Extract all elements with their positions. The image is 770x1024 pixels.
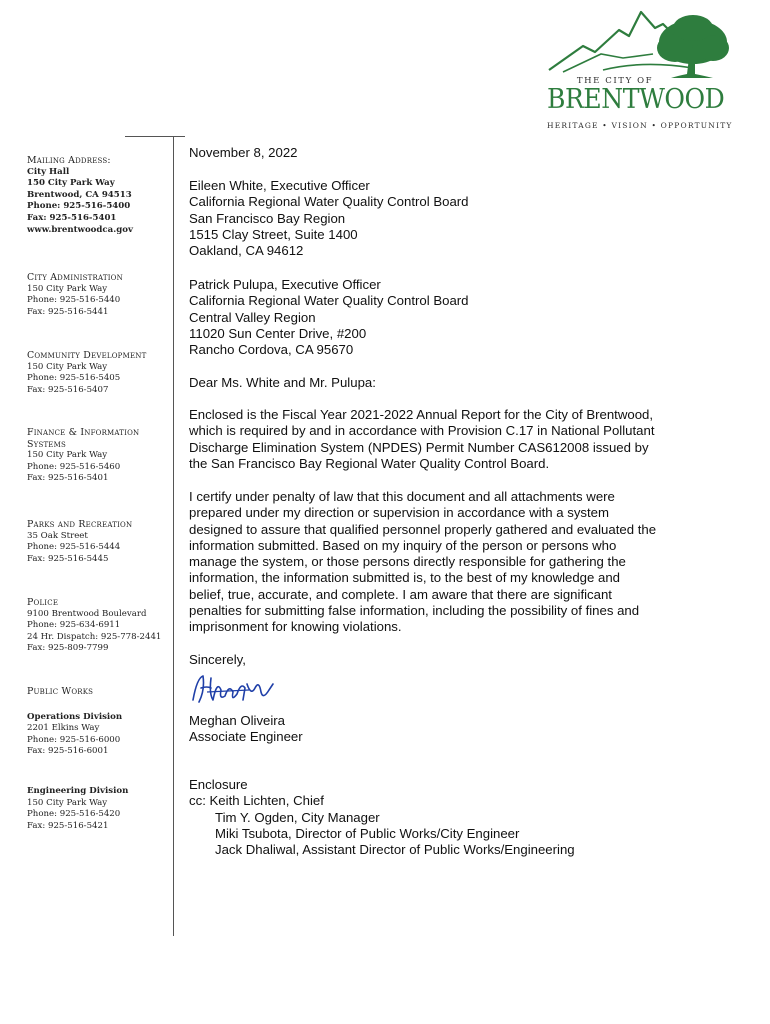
dispatch-line: 24 Hr. Dispatch: 925-778-2441 (27, 631, 162, 642)
recipient-line: 1515 Clay Street, Suite 1400 (189, 226, 358, 242)
recipient-address-1 (189, 178, 682, 259)
phone-line: Phone: 925-516-5420 (27, 809, 121, 820)
fax-line: Fax: 925-516-5441 (27, 306, 109, 317)
section-heading: Police (27, 597, 59, 608)
address-line: 150 City Park Way (27, 361, 108, 372)
section-heading: Public Works (27, 686, 94, 697)
cc-line: Jack Dhaliwal, Assistant Director of Public Works/Engineering (215, 842, 575, 858)
website-line: www.brentwoodca.gov (27, 224, 133, 235)
signature-image (189, 670, 279, 708)
closing: Sincerely, (189, 652, 246, 667)
paragraph-1: Enclosed is the Fiscal Year 2021-2022 Annual Report for the City of Brentwood, which is required by and in accordance with Provision C.17 in National Pollutant Discharge Elimination System (NPDES) Permit Number CAS612008 issued by the San Francisco Bay Regional Water Quality Control Board. (189, 407, 655, 471)
section-heading: Community Development (27, 350, 147, 361)
cc-line: cc: Keith Lichten, Chief (189, 793, 324, 809)
enclosure-cc-block (189, 777, 682, 858)
fax-line: Fax: 925-516-6001 (27, 746, 109, 757)
section-heading: Finance & Information Systems (27, 427, 140, 450)
recipient-line: Eileen White, Executive Officer (189, 178, 370, 193)
signer-block (189, 713, 682, 746)
recipient-line: 11020 Sun Center Drive, #200 (189, 325, 367, 341)
community-development-block (27, 350, 172, 396)
enclosure-label: Enclosure (189, 777, 248, 792)
mountain-tree-icon (543, 8, 733, 80)
letter-date: November 8, 2022 (189, 145, 298, 160)
fax-line: Fax: 925-516-5401 (27, 212, 117, 223)
cc-line: Miki Tsubota, Director of Public Works/City Engineer (215, 825, 520, 841)
city-administration-block (27, 272, 172, 318)
phone-line: Phone: 925-516-5440 (27, 295, 121, 306)
recipient-line: California Regional Water Quality Control Board (189, 293, 469, 309)
parks-recreation-block (27, 519, 172, 565)
subsection-heading: Engineering Division (27, 785, 129, 796)
logo-city-name: BRENTWOOD (547, 84, 725, 115)
cc-line: Tim Y. Ogden, City Manager (215, 809, 380, 825)
section-heading: City Administration (27, 272, 123, 283)
address-line: 150 City Park Way (27, 178, 115, 189)
section-heading: Mailing Address: (27, 155, 111, 166)
city-logo (543, 8, 733, 133)
phone-line: Phone: 925-516-5405 (27, 373, 121, 384)
recipient-line: Rancho Cordova, CA 95670 (189, 342, 354, 358)
phone-line: Phone: 925-516-6000 (27, 734, 121, 745)
logo-the-city-of: THE CITY OF (576, 76, 654, 86)
fax-line: Fax: 925-516-5445 (27, 553, 109, 564)
phone-line: Phone: 925-516-5460 (27, 461, 121, 472)
fax-line: Fax: 925-516-5421 (27, 820, 109, 831)
paragraph-2: I certify under penalty of law that this document and all attachments were prepared under my direction or supervision in accordance with a system designed to assure that qualified personnel properly gathered and evaluated the information submitted. Based on my inquiry of the person or persons who manage the system, or those persons directly responsible for gathering the information, the information submitted is, to the best of my knowledge and belief, true, accurate, and complete. I am aware that there are significant penalties for submitting false information, including the possibility of fines and imprisonment for knowing violations. (189, 489, 657, 635)
signer-name: Meghan Oliveira (189, 713, 286, 728)
recipient-line: Oakland, CA 94612 (189, 243, 304, 259)
address-line: 150 City Park Way (27, 797, 108, 808)
address-line: 9100 Brentwood Boulevard (27, 608, 147, 619)
recipient-line: San Francisco Bay Region (189, 210, 346, 226)
fax-line: Fax: 925-516-5407 (27, 384, 109, 395)
section-heading: Parks and Recreation (27, 519, 133, 530)
fax-line: Fax: 925-516-5401 (27, 473, 109, 484)
column-divider (173, 136, 174, 936)
signer-title: Associate Engineer (189, 729, 303, 745)
logo-tagline: HERITAGE • VISION • OPPORTUNITY (547, 121, 733, 130)
mailing-address-block (27, 155, 172, 236)
header-divider (125, 136, 185, 137)
recipient-line: California Regional Water Quality Control Board (189, 194, 469, 210)
public-works-block (27, 686, 172, 832)
recipient-address-2 (189, 277, 682, 358)
salutation: Dear Ms. White and Mr. Pulupa: (189, 375, 376, 390)
address-line: City Hall (27, 166, 70, 177)
address-line: 35 Oak Street (27, 530, 88, 541)
police-block (27, 597, 172, 655)
finance-block (27, 427, 159, 485)
address-line: 2201 Elkins Way (27, 723, 100, 734)
recipient-line: Central Valley Region (189, 309, 316, 325)
address-line: 150 City Park Way (27, 283, 108, 294)
subsection-heading: Operations Division (27, 711, 123, 722)
recipient-line: Patrick Pulupa, Executive Officer (189, 277, 381, 292)
fax-line: Fax: 925-809-7799 (27, 643, 109, 654)
phone-line: Phone: 925-516-5400 (27, 201, 131, 212)
phone-line: Phone: 925-634-6911 (27, 620, 121, 631)
address-line: Brentwood, CA 94513 (27, 189, 132, 200)
phone-line: Phone: 925-516-5444 (27, 542, 121, 553)
address-line: 150 City Park Way (27, 450, 108, 461)
